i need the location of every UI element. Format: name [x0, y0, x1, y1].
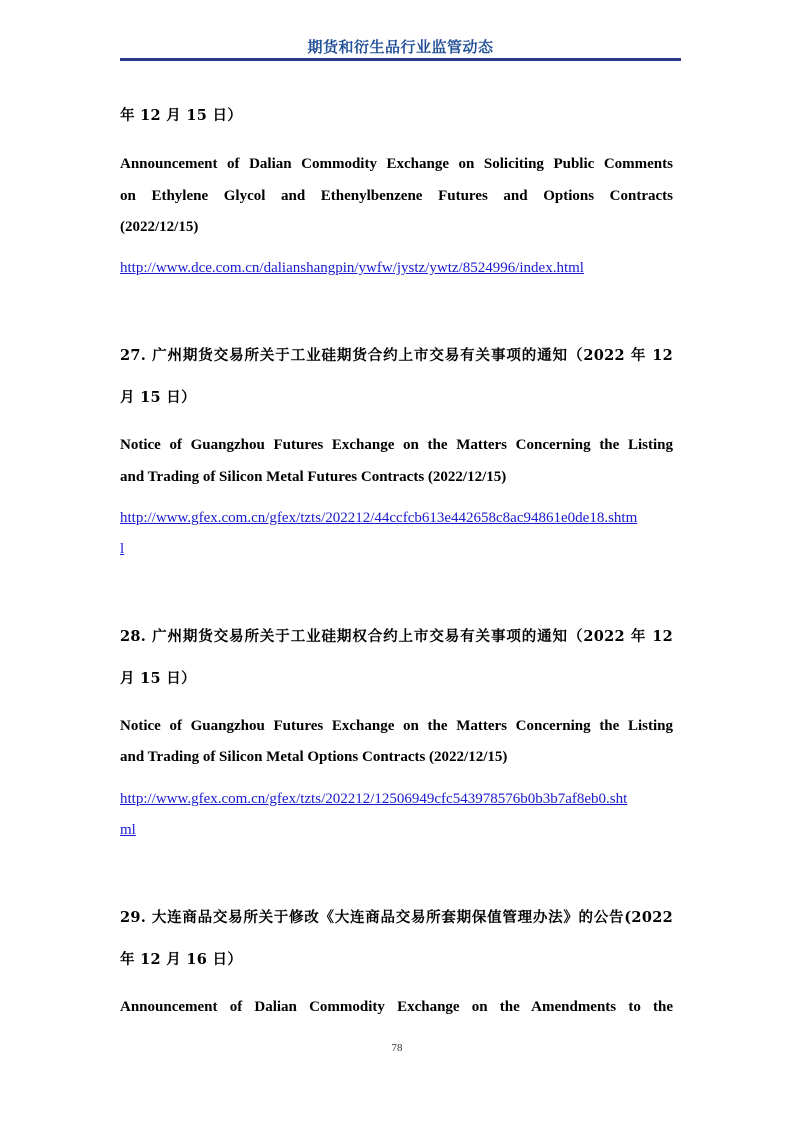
item-29-title-line-1: 29. 大连商品交易所关于修改《大连商品交易所套期保值管理办法》的公告(2022: [120, 909, 673, 926]
page-number: 78: [391, 1042, 403, 1054]
item-28-title-line-1: 28. 广州期货交易所关于工业硅期权合约上市交易有关事项的通知（2022 年 12: [120, 628, 673, 645]
item-27-link-line-2[interactable]: l: [120, 541, 125, 557]
item-27-title-line-2: 月 15 日）: [120, 389, 196, 406]
item-28-english-line-1: Notice of Guangzhou Futures Exchange on the Matters Concerning the Listing: [120, 718, 673, 734]
running-header: 期货和衍生品行业监管动态: [307, 38, 494, 56]
item-27-english-line-2: and Trading of Silicon Metal Futures Contracts (2022/12/15): [120, 469, 507, 485]
item-26-link[interactable]: http://www.dce.com.cn/dalianshangpin/ywfw/jystz/ywtz/8524996/index.html: [120, 260, 584, 276]
item-28-title-line-2: 月 15 日）: [120, 670, 196, 687]
item-26-english-line-3: (2022/12/15): [120, 219, 199, 235]
item-26-english-line-2: on Ethylene Glycol and Ethenylbenzene Futures and Options Contracts: [120, 188, 673, 204]
item-27-title-line-1: 27. 广州期货交易所关于工业硅期货合约上市交易有关事项的通知（2022 年 12: [120, 347, 673, 364]
item-26-title-tail: 年 12 月 15 日）: [120, 107, 243, 124]
item-27-english-line-1: Notice of Guangzhou Futures Exchange on the Matters Concerning the Listing: [120, 437, 673, 453]
item-28-english-line-2: and Trading of Silicon Metal Options Contracts (2022/12/15): [120, 749, 508, 765]
item-29-title-line-2: 年 12 月 16 日）: [120, 951, 243, 968]
header-rule: [120, 58, 681, 61]
item-27-link-line-1[interactable]: http://www.gfex.com.cn/gfex/tzts/202212/44ccfcb613e442658c8ac94861e0de18.shtm: [120, 510, 638, 526]
item-28-link-line-2[interactable]: ml: [120, 822, 136, 838]
item-28-link-line-1[interactable]: http://www.gfex.com.cn/gfex/tzts/202212/12506949cfc543978576b0b3b7af8eb0.sht: [120, 791, 628, 807]
item-26-english-line-1: Announcement of Dalian Commodity Exchange on Soliciting Public Comments: [120, 156, 673, 172]
item-29-english-line-1: Announcement of Dalian Commodity Exchange on the Amendments to the: [120, 999, 673, 1015]
